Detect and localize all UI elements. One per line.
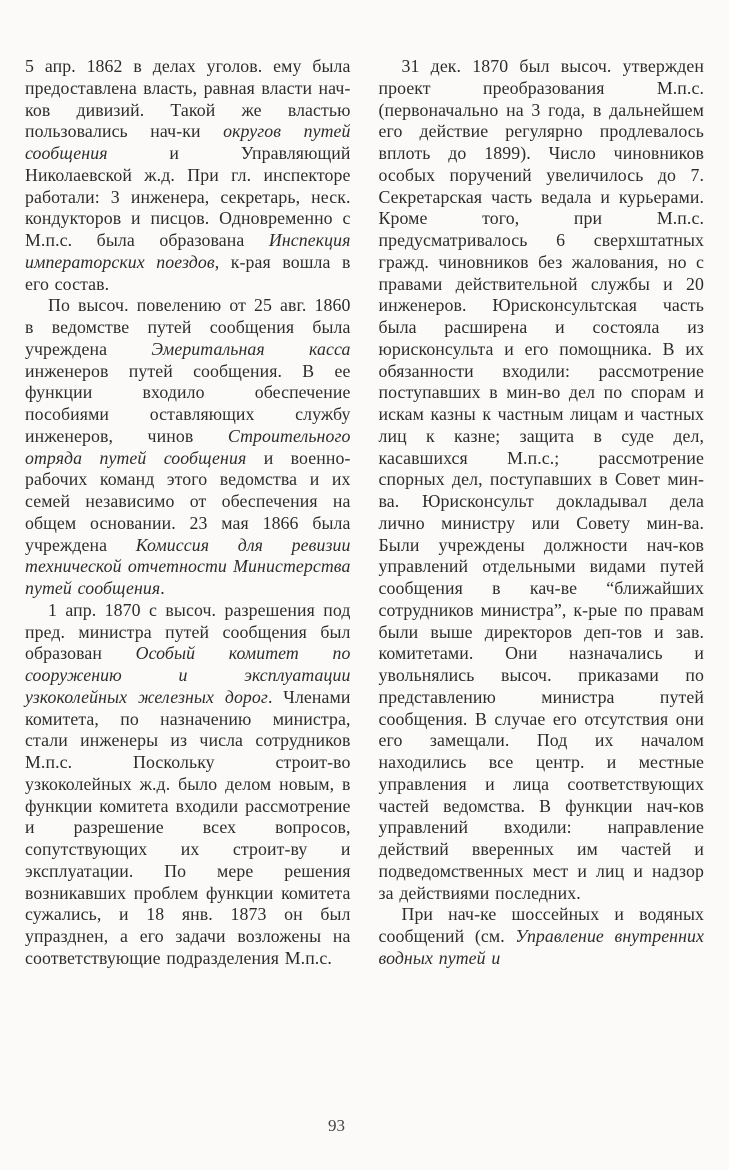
text-segment: . [160,578,165,598]
italic-text-segment: Строительного отряда путей сообщения [25,425,351,468]
text-segment: , к-рая вошла в его состав. [25,251,351,294]
paragraph [25,295,351,600]
paragraph [379,56,705,904]
text-segment: 5 апр. 1862 в делах уголов. ему была предоставлена власть, равная власти нач-ков дивизий. Такой же властью пользовались нач-ки [25,56,351,142]
text-segment: При нач-ке шоссейных и водяных сообщений (см. [378,904,704,946]
text-segment: и военно-рабочих команд этого ведомства и их семей независимо от обеспечения на общем основании. 23 мая 1866 была учреждена [25,447,351,555]
paragraph [379,904,705,969]
italic-text-segment: Особый комитет по сооружению и эксплуатации узкоколейных железных дорог [25,643,351,707]
text-columns [25,56,704,970]
text-segment: 1 апр. 1870 с высоч. разрешения под пред. министра путей сообщения был образован [25,599,351,664]
italic-text-segment: округов путей сообщения [25,121,351,163]
text-segment: . Членами комитета, по назначению министра, стали инженеры из числа сотрудников М.п.с. Поскольку строит-во узкоколейных ж.д. было делом новым, в функции комитета входили рассмотрение и разрешение всех вопросов, сопутствующих их строит-ву и эксплуатации. По мере решения возникавших проблем функции комитета сужались, и 18 янв. 1873 он был упразднен, а его задачи возложены на соответствующие подразделения М.п.с. [25,686,351,968]
italic-text-segment: Инспекция императорских поездов [25,230,351,272]
text-segment: По высоч. повелению от 25 авг. 1860 в ведомстве путей сообщения была учреждена [25,295,351,359]
text-column-left [25,56,351,970]
page-number: 93 [328,1116,345,1135]
paragraph [25,56,351,295]
text-segment: инженеров путей сообщения. В ее функции входило обеспечение пособиями оставляющих службу инженеров, чинов [25,360,351,446]
italic-text-segment: Управление внутренних водных путей и [378,926,705,968]
italic-text-segment: Комиссия для ревизии технической отчетности Министерства путей сообщения [25,534,351,598]
text-segment: и Управляющий Николаевской ж.д. При гл. инспекторе работали: 3 инженера, секретарь, неск. кондукторов и писцов. Одновременно с М.п.с. была образована [25,143,351,250]
paragraph [25,600,351,970]
italic-text-segment: Эмеритальная касса [151,338,351,359]
text-column-right [379,56,705,970]
text-segment: 31 дек. 1870 был высоч. утвержден проект преобразования М.п.с. (первоначально на 3 года, в дальнейшем его действие регулярно продлевалось вплоть до 1899). Число чиновников особых поручений увеличилось до 7. Секретарская часть ведала и курьерами. Кроме того, при М.п.с. предусматривалось 6 сверхштатных гражд. чиновников без жалования, но с правами действительной службы и 20 инженеров. Юрисконсультская часть была расширена и состояла из юрисконсульта и его помощника. В их обязанности входили: рассмотрение поступавших в мин-во дел по спорам и искам казны к частным лицам и частных лиц к казне; защита в суде дел, касавшихся М.п.с.; рассмотрение спорных дел, поступавших в Совет мин-ва. Юрисконсульт докладывал дела лично министру или Совету мин-ва. Были учреждены должности нач-ков управлений отдельными видами путей сообщения в кач-ве “ближайших сотрудников министра”, к-рые по правам были выше директоров деп-тов и зав. комитетами. Они назначались и увольнялись высоч. приказами по представлению министра путей сообщения. В случае его отсутствия они его замещали. Под их началом находились все центр. и местные управления и лица соответствующих частей ведомства. В функции нач-ков управлений входили: направление действий вверенных им частей и подведомственных мест и лиц и надзор за действиями последних. [378,56,704,903]
